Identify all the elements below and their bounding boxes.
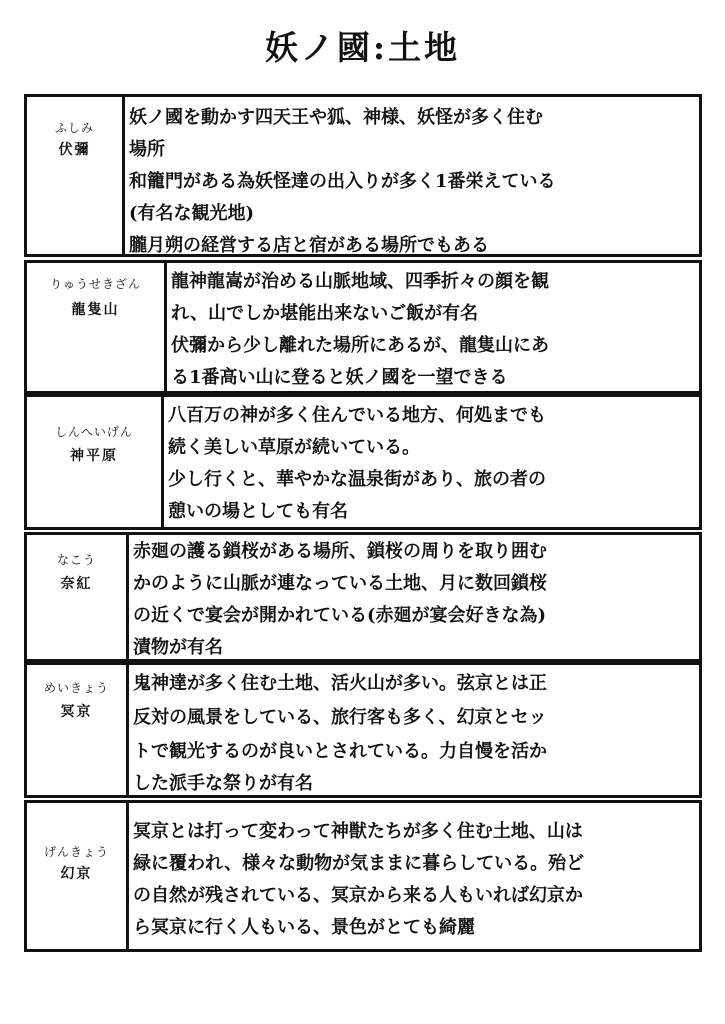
entry-row-meikyou bbox=[24, 662, 702, 798]
furigana: なこう bbox=[56, 553, 96, 567]
place-name: 冥京 bbox=[60, 704, 93, 720]
description-line: 和籠門がある為妖怪達の出入りが多く1番栄えている bbox=[129, 171, 556, 192]
place-name: 龍隻山 bbox=[71, 302, 120, 318]
description-line: の自然が残されている、冥京から来る人もいれば幻京か bbox=[133, 885, 583, 906]
description-line: 朧月朔の経営する店と宿がある場所でもある bbox=[129, 235, 489, 256]
place-name: 奈紅 bbox=[60, 576, 93, 592]
name-cell bbox=[27, 263, 167, 391]
description bbox=[129, 535, 693, 659]
description-line: 妖ノ國を動かす四天王や狐、神様、妖怪が多く住む bbox=[129, 107, 543, 128]
description-line: トで観光するのが良いとされている。力自慢を活か bbox=[133, 741, 547, 762]
name-cell bbox=[27, 803, 129, 949]
entry-row-ryusekizan bbox=[24, 260, 702, 394]
furigana: りゅうせきざん bbox=[49, 277, 141, 291]
description-line: 赤廻の護る鎖桜がある場所、鎖桜の周りを取り囲む bbox=[133, 541, 547, 562]
description bbox=[125, 97, 693, 254]
description-line: (有名な観光地) bbox=[129, 203, 255, 224]
name-cell bbox=[27, 397, 164, 527]
description bbox=[167, 263, 693, 391]
entry-row-genkyou bbox=[24, 800, 702, 952]
description-line: れ、山でしか堪能出来ないご飯が有名 bbox=[171, 303, 479, 324]
description bbox=[129, 803, 693, 949]
description bbox=[164, 397, 693, 527]
description-line: 緑に覆われ、様々な動物が気ままに暮らしている。殆ど bbox=[133, 853, 585, 874]
furigana: めいきょう bbox=[43, 681, 109, 695]
furigana: しんへいげん bbox=[55, 425, 133, 439]
furigana: ふしみ bbox=[54, 121, 94, 135]
place-name: 幻京 bbox=[60, 866, 93, 882]
description-line: る1番高い山に登ると妖ノ國を一望できる bbox=[171, 367, 508, 388]
description-line: 憩いの場としても有名 bbox=[168, 501, 348, 522]
description-line: 鬼神達が多く住む土地、活火山が多い。弦京とは正 bbox=[133, 673, 547, 694]
description-line: 続く美しい草原が続いている。 bbox=[168, 437, 420, 458]
description-line: 場所 bbox=[129, 139, 165, 160]
description-line: 伏彌から少し離れた場所にあるが、龍隻山にあ bbox=[171, 335, 549, 356]
description-line: 八百万の神が多く住んでいる地方、何処までも bbox=[168, 405, 546, 426]
description-line: の近くで宴会が開かれている(赤廻が宴会好きな為) bbox=[133, 605, 547, 626]
description-line: 反対の風景をしている、旅行客も多く、幻京とセッ bbox=[133, 707, 547, 728]
description-line: した派手な祭りが有名 bbox=[133, 773, 313, 794]
furigana: げんきょう bbox=[43, 845, 109, 859]
description-line: 龍神龍嵩が治める山脈地域、四季折々の顔を観 bbox=[171, 271, 549, 292]
entry-row-nakou bbox=[24, 532, 702, 662]
description-line: 冥京とは打って変わって神獣たちが多く住む土地、山は bbox=[133, 821, 583, 842]
description-line: かのように山脈が連なっている土地、月に数回鎖桜 bbox=[133, 573, 547, 594]
name-cell bbox=[27, 97, 125, 254]
description-line: 漬物が有名 bbox=[133, 637, 223, 658]
place-name: 伏彌 bbox=[58, 142, 91, 158]
name-cell bbox=[27, 535, 129, 659]
description-line: ら冥京に行く人もいる、景色がとても綺麗 bbox=[133, 917, 475, 938]
description bbox=[129, 665, 693, 795]
place-name: 神平原 bbox=[70, 448, 118, 464]
description-line: 少し行くと、華やかな温泉街があり、旅の者の bbox=[168, 469, 546, 490]
page-title: 妖ノ國:土地 bbox=[264, 28, 461, 67]
name-cell bbox=[27, 665, 129, 795]
entry-row-shinheigen bbox=[24, 394, 702, 530]
entry-row-fushimi bbox=[24, 94, 702, 257]
